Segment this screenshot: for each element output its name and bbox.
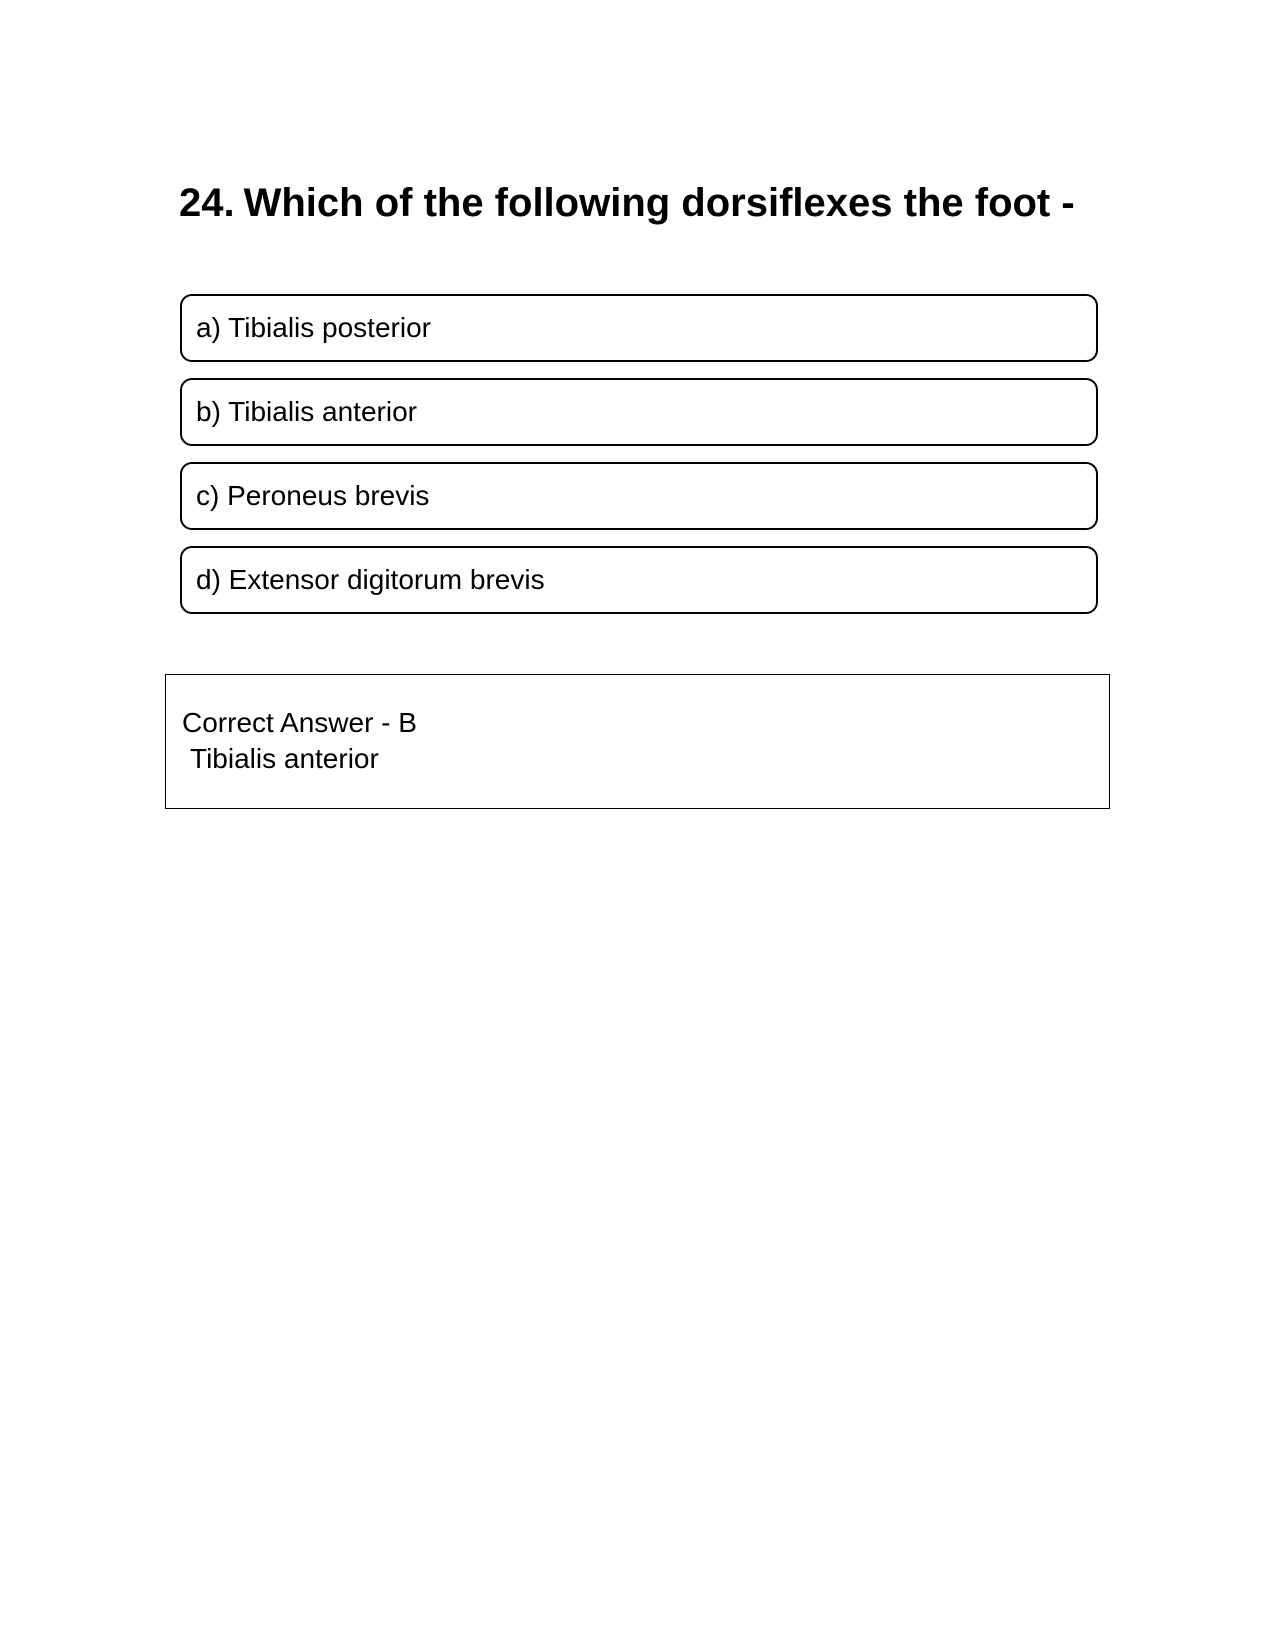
answer-heading: Correct Answer - B	[182, 707, 417, 738]
option-c[interactable]: c) Peroneus brevis	[180, 462, 1098, 530]
question-number: 24.	[179, 181, 235, 225]
answer-text: Tibialis anterior	[190, 743, 379, 774]
option-b[interactable]: b) Tibialis anterior	[180, 378, 1098, 446]
option-d[interactable]: d) Extensor digitorum brevis	[180, 546, 1098, 614]
question-heading	[179, 178, 1099, 228]
options-list	[180, 294, 1098, 630]
question-text: Which of the following dorsiflexes the foot -	[243, 181, 1075, 225]
answer-box	[165, 674, 1110, 809]
option-a[interactable]: a) Tibialis posterior	[180, 294, 1098, 362]
